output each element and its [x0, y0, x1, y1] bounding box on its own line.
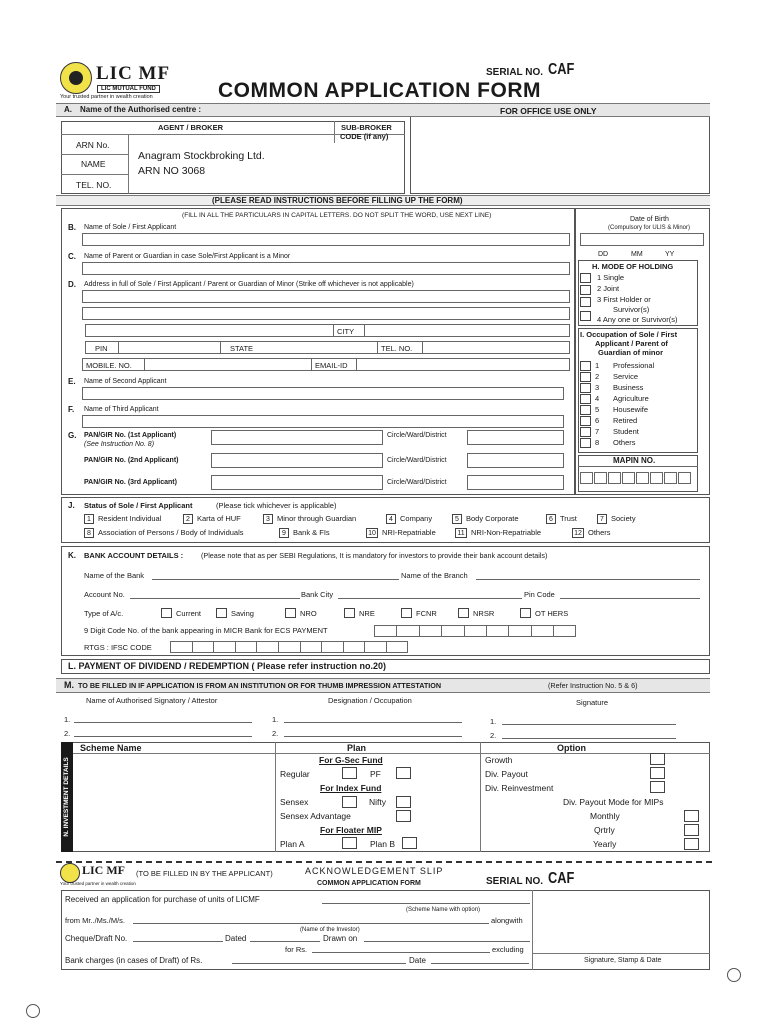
ack-logo-tagline: Your trusted partner in wealth creation [60, 881, 136, 886]
arn-label: ARN No. [76, 140, 110, 150]
status-option-label: NRI-Repatriable [382, 528, 436, 537]
serial-code: CAF [548, 61, 575, 78]
account-type-label: OT HERS [535, 609, 569, 618]
section-a-label: A. [64, 105, 72, 114]
account-no-label: Account No. [84, 590, 125, 599]
account-type-label: Current [176, 609, 202, 618]
occupation-number: 3 [595, 383, 600, 392]
occupation-label: Agriculture [613, 394, 649, 403]
pan3-input[interactable] [211, 475, 383, 490]
office-use-label: FOR OFFICE USE ONLY [500, 106, 597, 116]
occupation-label: Student [613, 427, 639, 436]
status-option-number[interactable]: 6 [546, 514, 556, 524]
cut-line [56, 861, 712, 863]
status-option-number[interactable]: 4 [386, 514, 396, 524]
section-m-note: (Refer Instruction No. 5 & 6) [548, 681, 638, 690]
bank-city-input[interactable] [338, 590, 522, 599]
ack-dated-input[interactable] [250, 934, 320, 942]
pf-checkbox[interactable] [396, 767, 411, 779]
occupation-checkbox-7[interactable] [580, 427, 591, 437]
status-option-number[interactable]: 5 [452, 514, 462, 524]
occupation-number: 7 [595, 427, 600, 436]
occupation-checkbox-5[interactable] [580, 405, 591, 415]
occupation-number: 5 [595, 405, 600, 414]
pin-code-label: Pin Code [524, 590, 555, 599]
occupation-number: 1 [595, 361, 600, 370]
status-option-number[interactable]: 7 [597, 514, 607, 524]
mobile-label: MOBILE. NO. [86, 361, 132, 370]
status-option-label: Society [611, 514, 636, 523]
page-title: COMMON APPLICATION FORM [218, 79, 541, 102]
ack-subtitle: COMMON APPLICATION FORM [317, 880, 421, 887]
status-option-number[interactable]: 12 [572, 528, 584, 538]
city-label: CITY [337, 327, 355, 336]
fill-instructions: (FILL IN ALL THE PARTICULARS IN CAPITAL LETTERS. DO NOT SPLIT THE WORD, USE NEXT LINE) [182, 212, 492, 219]
holding-joint: 2 Joint [597, 284, 620, 293]
pan1-input[interactable] [211, 430, 383, 445]
ack-date-label: Date [409, 956, 426, 965]
div-payout-checkbox[interactable] [650, 767, 665, 779]
ifsc-cell-divider [278, 641, 279, 653]
sensex-label: Sensex [280, 797, 309, 807]
monthly-checkbox[interactable] [684, 810, 699, 822]
rtgs-label: RTGS : IFSC CODE [84, 643, 152, 652]
name-label: NAME [81, 159, 106, 169]
div-mips-label: Div. Payout Mode for MIPs [563, 797, 664, 807]
ack-cheque-input[interactable] [133, 934, 223, 942]
pan1-label: PAN/GIR No. (1st Applicant) [84, 432, 177, 439]
ack-title: ACKNOWLEDGEMENT SLIP [305, 866, 444, 876]
status-option-number[interactable]: 11 [455, 528, 467, 538]
occupation-checkbox-2[interactable] [580, 372, 591, 382]
pan3-label: PAN/GIR No. (3rd Applicant) [84, 479, 177, 486]
designation2-input[interactable] [284, 728, 462, 737]
ack-scheme-input[interactable] [322, 896, 530, 904]
signatory-heading: Name of Authorised Signatory / Attestor [86, 696, 218, 705]
occupation-label: Housewife [613, 405, 649, 414]
pan2-input[interactable] [211, 453, 383, 468]
plan-b-checkbox[interactable] [402, 837, 417, 849]
pan3-circle-label: Circle/Ward/District [387, 479, 447, 486]
section-b-title: Name of Sole / First Applicant [84, 224, 177, 231]
index-heading: For Index Fund [320, 783, 382, 793]
scheme-name-heading: Scheme Name [80, 743, 142, 753]
dob-label: Date of Birth [630, 216, 669, 223]
occupation-title-3: Guardian of minor [598, 348, 664, 357]
status-option-label: NRI-Non-Repatriable [471, 528, 542, 537]
account-type-label: NRO [300, 609, 317, 618]
account-type-label: Saving [231, 609, 254, 618]
investment-side-label: N. INVESTMENT DETAILS [62, 757, 70, 837]
status-option-label: Body Corporate [466, 514, 519, 523]
status-option-number[interactable]: 1 [84, 514, 94, 524]
ifsc-cell-divider [343, 641, 344, 653]
sensex-advantage-checkbox[interactable] [396, 810, 411, 822]
section-a-title: Name of the Authorised centre : [80, 105, 202, 114]
ack-serial-label: SERIAL NO. [486, 876, 544, 887]
section-m-title: TO BE FILLED IN IF APPLICATION IS FROM AN INSTITUTION OR FOR THUMB IMPRESSION ATTESTATION [78, 681, 442, 690]
ack-filled-by: (TO BE FILLED IN BY THE APPLICANT) [136, 869, 273, 878]
micr-cell-divider [464, 625, 465, 637]
status-option-number[interactable]: 2 [183, 514, 193, 524]
occupation-number: 6 [595, 416, 600, 425]
pan1-circle-label: Circle/Ward/District [387, 432, 447, 439]
second-applicant-input[interactable] [82, 387, 564, 400]
ifsc-cell-divider [300, 641, 301, 653]
pan1-note: (See Instruction No. 8) [84, 441, 155, 448]
ack-date-input[interactable] [431, 956, 529, 964]
email-label: EMAIL-ID [315, 361, 348, 370]
occupation-checkbox-8[interactable] [580, 438, 591, 448]
floater-heading: For Floater MIP [320, 825, 382, 835]
status-option-number[interactable]: 9 [279, 528, 289, 538]
dob-dd: DD [598, 251, 609, 258]
pan2-label: PAN/GIR No. (2nd Applicant) [84, 457, 179, 464]
option-heading: Option [557, 743, 586, 753]
account-type-checkbox[interactable] [520, 608, 531, 618]
ack-alongwith: alongwith [491, 916, 523, 925]
account-type-label: NRE [359, 609, 375, 618]
section-k-label: K. [68, 551, 76, 560]
sub-broker-code: CODE (if any) [340, 132, 389, 141]
section-c-title: Name of Parent or Guardian in case Sole/First Applicant is a Minor [84, 253, 291, 260]
micr-cell-divider [486, 625, 487, 637]
nifty-checkbox[interactable] [396, 796, 411, 808]
section-j-note: (Please tick whichever is applicable) [216, 501, 337, 510]
plan-heading: Plan [347, 743, 367, 753]
sensex-checkbox[interactable] [342, 796, 357, 808]
account-type-checkbox[interactable] [161, 608, 172, 618]
third-applicant-input[interactable] [82, 415, 564, 428]
mapin-digit-cell[interactable] [580, 472, 593, 484]
m-row2-num-3: 2. [490, 731, 497, 740]
ifsc-cell-divider [321, 641, 322, 653]
growth-checkbox[interactable] [650, 753, 665, 765]
m-row1-num-2: 1. [272, 715, 279, 724]
regular-checkbox[interactable] [342, 767, 357, 779]
status-option-label: Company [400, 514, 433, 523]
status-option-number[interactable]: 3 [263, 514, 273, 524]
div-reinvest-checkbox[interactable] [650, 781, 665, 793]
micr-label: 9 Digit Code No. of the bank appearing in MICR Bank for ECS PAYMENT [84, 626, 328, 635]
tel-label: TEL. NO. [76, 180, 112, 190]
account-type-checkbox[interactable] [285, 608, 296, 618]
pan1-circle-input[interactable] [467, 430, 564, 445]
ack-from-label: from Mr../Ms./M/s. [65, 916, 125, 925]
status-option-label: Association of Persons / Body of Individuals [98, 528, 244, 537]
logo-tagline: Your trusted partner in wealth creation [60, 94, 153, 100]
micr-cell-divider [396, 625, 397, 637]
status-option-number[interactable]: 10 [366, 528, 378, 538]
status-option-label: Others [588, 528, 611, 537]
yearly-label: Yearly [593, 839, 617, 849]
account-type-checkbox[interactable] [216, 608, 227, 618]
signatory1-input[interactable] [74, 714, 252, 723]
dob-mm: MM [631, 251, 643, 258]
monthly-label: Monthly [590, 811, 620, 821]
section-b-label: B. [68, 223, 76, 232]
scheme-name-input[interactable] [78, 756, 270, 848]
ack-investor-note: (Name of the Investor) [300, 927, 360, 933]
m-row2-num: 2. [64, 729, 71, 738]
m-row2-num-2: 2. [272, 729, 279, 738]
qrtrly-checkbox[interactable] [684, 824, 699, 836]
holding-single-checkbox[interactable] [580, 273, 591, 283]
yearly-checkbox[interactable] [684, 838, 699, 850]
ack-amount-input[interactable] [312, 945, 490, 953]
ifsc-cell-divider [364, 641, 365, 653]
ack-received: Received an application for purchase of units of LICMF [65, 895, 260, 904]
pan2-circle-label: Circle/Ward/District [387, 457, 447, 464]
holding-joint-checkbox[interactable] [580, 285, 591, 295]
signature1-input[interactable] [502, 716, 676, 725]
section-j-label: J. [68, 501, 75, 510]
section-g-label: G. [68, 431, 77, 440]
section-f-label: F. [68, 405, 75, 414]
occupation-checkbox-4[interactable] [580, 394, 591, 404]
sensex-advantage-label: Sensex Advantage [280, 811, 351, 821]
ifsc-code-input[interactable] [170, 641, 408, 653]
micr-cell-divider [441, 625, 442, 637]
pan2-circle-input[interactable] [467, 453, 564, 468]
holding-first-holder: 3 First Holder or [597, 295, 651, 304]
account-type-checkbox[interactable] [344, 608, 355, 618]
ifsc-cell-divider [235, 641, 236, 653]
status-option-number[interactable]: 8 [84, 528, 94, 538]
section-k-note: (Please note that as per SEBI Regulations, It is mandatory for investors to provide their bank account details) [201, 551, 548, 560]
account-type-label: NRSR [473, 609, 495, 618]
nifty-label: Nifty [369, 797, 386, 807]
mapin-label: MAPIN NO. [613, 456, 656, 465]
branch-label: Name of the Branch [401, 571, 468, 580]
lic-logo [60, 62, 172, 98]
ack-charges-label: Bank charges (in cases of Draft) of Rs. [65, 956, 203, 965]
address-line3-input[interactable] [85, 324, 570, 337]
section-j-title: Status of Sole / First Applicant [84, 501, 193, 510]
account-no-input[interactable] [130, 590, 300, 599]
signature2-input[interactable] [502, 730, 676, 739]
occupation-number: 4 [595, 394, 600, 403]
occupation-checkbox-3[interactable] [580, 383, 591, 393]
ack-excluding: excluding [492, 945, 524, 954]
ifsc-cell-divider [256, 641, 257, 653]
plan-a-checkbox[interactable] [342, 837, 357, 849]
address-line1-input[interactable] [82, 290, 570, 303]
address-line2-input[interactable] [82, 307, 570, 320]
logo-brand: LIC MF [96, 63, 171, 84]
plan-b-label: Plan B [370, 839, 396, 849]
office-use-box [410, 117, 710, 194]
account-type-checkbox[interactable] [458, 608, 469, 618]
logo-subtitle: LIC MUTUAL FUND [97, 85, 160, 93]
dob-yy: YY [665, 251, 675, 258]
div-reinvest-label: Div. Reinvestment [485, 783, 554, 793]
mapin-digit-cell[interactable] [650, 472, 663, 484]
mapin-digit-cell[interactable] [664, 472, 677, 484]
sub-broker-heading: SUB-BROKER [341, 123, 392, 132]
mapin-digit-cell[interactable] [622, 472, 635, 484]
status-option-label: Bank & FIs [293, 528, 330, 537]
status-option-label: Trust [560, 514, 577, 523]
registration-mark-icon [26, 1004, 40, 1018]
occupation-number: 2 [595, 372, 600, 381]
section-c-label: C. [68, 252, 76, 261]
dob-input[interactable] [580, 233, 704, 246]
holding-any-one: 4 Any one or Survivor(s) [597, 315, 678, 324]
ack-cheque-label: Cheque/Draft No. [65, 934, 128, 943]
read-instructions: (PLEASE READ INSTRUCTIONS BEFORE FILLING UP THE FORM) [212, 196, 463, 205]
designation1-input[interactable] [284, 714, 462, 723]
registration-mark-right-icon [727, 968, 741, 982]
ack-for-rs-label: for Rs. [285, 945, 308, 954]
m-row1-num: 1. [64, 715, 71, 724]
ack-signature-stamp: Signature, Stamp & Date [584, 957, 662, 964]
occupation-checkbox-6[interactable] [580, 416, 591, 426]
qrtrly-label: Qrtrly [594, 825, 615, 835]
signatory2-input[interactable] [74, 728, 252, 737]
regular-label: Regular [280, 769, 310, 779]
ack-serial-code: CAF [548, 870, 575, 887]
account-type-checkbox[interactable] [401, 608, 412, 618]
bank-city-label: Bank City [301, 590, 334, 599]
ack-charges-input[interactable] [232, 956, 406, 964]
micr-code-input[interactable] [374, 625, 576, 637]
status-option-label: Karta of HUF [197, 514, 241, 523]
pan3-circle-input[interactable] [467, 475, 564, 490]
pin-label: PIN [95, 344, 108, 353]
section-e-label: E. [68, 377, 76, 386]
occupation-label: Professional [613, 361, 655, 370]
occupation-title-2: Applicant / Parent of [595, 339, 668, 348]
pf-label: PF [370, 769, 381, 779]
mode-of-holding-title: H. MODE OF HOLDING [592, 262, 674, 271]
gsec-heading: For G-Sec Fund [319, 755, 383, 765]
ack-lamp-emblem-icon [60, 863, 80, 883]
agent-name: Anagram Stockbroking Ltd. [138, 150, 265, 162]
ack-investor-input[interactable] [133, 916, 489, 924]
ack-drawn-input[interactable] [364, 934, 530, 942]
micr-cell-divider [508, 625, 509, 637]
growth-label: Growth [485, 755, 513, 765]
holding-survivors: Survivor(s) [613, 305, 650, 314]
section-k-title: BANK ACCOUNT DETAILS : [84, 551, 184, 560]
occupation-title-1: I. Occupation of Sole / First [580, 330, 678, 339]
status-option-label: Minor through Guardian [277, 514, 357, 523]
ifsc-cell-divider [386, 641, 387, 653]
ifsc-cell-divider [192, 641, 193, 653]
section-m-label: M. [64, 680, 74, 690]
occupation-label: Business [613, 383, 644, 392]
agent-arn: ARN NO 3068 [138, 165, 206, 177]
designation-heading: Designation / Occupation [328, 696, 412, 705]
agent-broker-heading: AGENT / BROKER [158, 123, 224, 132]
pin-code-input[interactable] [560, 590, 700, 599]
ifsc-cell-divider [213, 641, 214, 653]
guardian-name-input[interactable] [82, 262, 570, 275]
pin-state-tel-input[interactable] [85, 341, 570, 354]
state-label: STATE [230, 344, 254, 353]
micr-cell-divider [419, 625, 420, 637]
account-type-label: FCNR [416, 609, 437, 618]
ack-logo-brand: LIC MF [82, 863, 125, 877]
bank-details-box [61, 546, 710, 656]
section-f-title: Name of Third Applicant [84, 406, 159, 413]
lamp-emblem-icon [60, 62, 92, 94]
first-applicant-name-input[interactable] [82, 233, 570, 246]
micr-cell-divider [553, 625, 554, 637]
branch-input[interactable] [476, 571, 700, 580]
ack-scheme-note: (Scheme Name with option) [406, 907, 481, 913]
mapin-digit-cell[interactable] [594, 472, 607, 484]
micr-cell-divider [531, 625, 532, 637]
mapin-digit-cell[interactable] [608, 472, 621, 484]
section-e-title: Name of Second Applicant [84, 378, 167, 385]
occupation-label: Service [613, 372, 639, 381]
status-option-label: Resident Individual [98, 514, 162, 523]
occupation-checkbox-1[interactable] [580, 361, 591, 371]
div-payout-label: Div. Payout [485, 769, 528, 779]
occupation-label: Others [613, 438, 636, 447]
mapin-digit-cell[interactable] [678, 472, 691, 484]
occupation-number: 8 [595, 438, 600, 447]
mapin-digit-cell[interactable] [636, 472, 649, 484]
holding-any-one-checkbox[interactable] [580, 311, 591, 321]
plan-a-label: Plan A [280, 839, 305, 849]
holding-single: 1 Single [597, 273, 625, 282]
section-d-label: D. [68, 280, 76, 289]
bank-name-label: Name of the Bank [84, 571, 145, 580]
bank-name-input[interactable] [152, 571, 399, 580]
ack-dated-label: Dated [225, 934, 247, 943]
m-row1-num-3: 1. [490, 717, 497, 726]
occupation-label: Retired [613, 416, 638, 425]
type-ac-label: Type of A/c. [84, 609, 124, 618]
dob-note: (Compulsory for ULIS & Minor) [608, 225, 691, 231]
holding-first-holder-checkbox[interactable] [580, 297, 591, 307]
signature-heading: Signature [576, 698, 609, 707]
section-d-title: Address in full of Sole / First Applicant / Parent or Guardian of Minor (Strike off whichever is not applicable) [84, 281, 414, 288]
tel-no-label: TEL. NO. [381, 344, 413, 353]
ack-lic-logo [60, 863, 140, 887]
ack-drawn-label: Drawn on [323, 934, 358, 943]
serial-label: SERIAL NO. [486, 67, 544, 78]
section-l-title: L. PAYMENT OF DIVIDEND / REDEMPTION ( Please refer instruction no.20) [68, 661, 387, 671]
